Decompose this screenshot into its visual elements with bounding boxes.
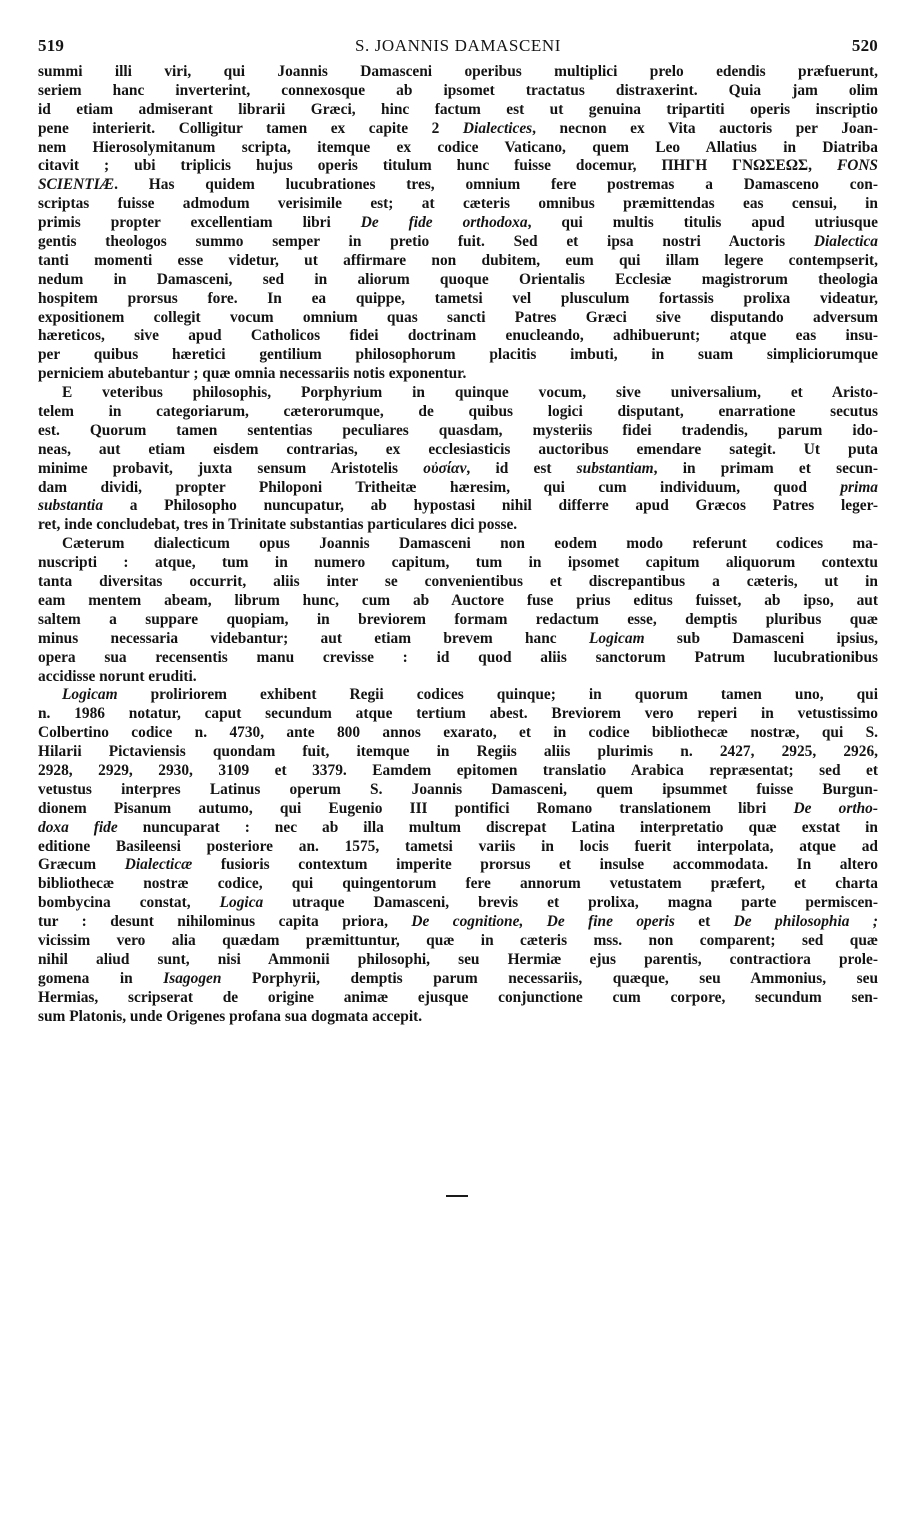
text-line <box>38 649 878 668</box>
italic-text: Logicam <box>588 629 645 647</box>
text-segment: saltem a suppare quopiam, in breviorem formam redactum esse, demptis pluribus quæ <box>38 610 878 628</box>
text-segment: pene interierit. Colligitur tamen ex capite 2 <box>38 119 463 137</box>
text-line <box>38 214 878 233</box>
text-segment: perniciem abutebantur ; quæ omnia necessariis notis exponentur. <box>38 365 467 383</box>
text-segment: id etiam admiserant librarii Græci, hinc factum est ut genuina tripartiti operis inscriptio <box>38 100 878 118</box>
text-segment: minus necessaria videbantur; aut etiam brevem hanc <box>38 629 589 647</box>
text-segment: summi illi viri, qui Joannis Damasceni operibus multiplici prelo edendis præfuerunt, <box>38 63 878 80</box>
italic-text: Logica <box>219 894 264 912</box>
text-segment: utraque Damasceni, brevis et prolixa, magna parte permiscen- <box>263 894 878 912</box>
text-segment: E veteribus philosophis, Porphyrium in quinque vocum, sive universalium, et Aristo- <box>62 384 878 402</box>
text-line <box>38 120 878 139</box>
text-line <box>38 346 878 365</box>
text-segment: nem Hierosolymitanum scripta, itemque ex codice Vaticano, quem Leo Allatius in Diatriba <box>38 138 878 156</box>
text-line <box>38 516 878 535</box>
text-segment: citavit ; ubi triplicis hujus operis titulum hunc fuisse docemur, ΠΗΓΗ ΓΝΩΣΕΩΣ, <box>38 157 837 175</box>
italic-text: De cognitione, De fine operis <box>411 913 675 931</box>
text-segment: dam dividi, propter Philoponi Tritheitæ hæresim, qui cum individuum, quod <box>38 478 841 496</box>
text-line <box>38 403 878 422</box>
page-number-left: 519 <box>38 36 65 55</box>
text-line <box>38 479 878 498</box>
text-segment: , necnon ex Vita auctoris per Joan- <box>532 119 878 137</box>
text-line <box>38 157 878 176</box>
italic-text: Dialectices <box>462 119 533 137</box>
running-title: S. JOANNIS DAMASCENI <box>354 36 562 55</box>
text-segment: , qui multis titulis apud utriusque <box>527 214 878 232</box>
text-line <box>38 309 878 328</box>
text-segment: gomena in <box>38 969 164 987</box>
text-line <box>38 441 878 460</box>
italic-text: De philosophia ; <box>733 913 879 931</box>
text-line <box>38 176 878 195</box>
text-segment: seriem hanc inverterint, connexosque ab ipsomet tractatus distraxerint. Quia jam olim <box>38 81 878 99</box>
text-segment: . Has quidem lucubrationes tres, omnium fere postremas a Damasceno con- <box>114 176 878 194</box>
text-segment: bibliothecæ nostræ codice, qui quingentorum fere annorum vetustatem præfert, et charta <box>38 875 878 893</box>
text-segment: nuscripti : atque, tum in numero capitum, tum in ipsomet capitum aliquorum contextu <box>38 554 878 572</box>
text-line <box>38 932 878 951</box>
text-line <box>38 875 878 894</box>
text-line <box>38 139 878 158</box>
text-segment: gentis theologos summo semper in pretio fuit. Sed et ipsa nostri Auctoris <box>38 233 814 251</box>
text-line <box>38 611 878 630</box>
text-segment: primis propter excellentiam libri <box>38 214 361 232</box>
text-segment: vicissim vero alia quædam præmittuntur, quæ in cæteris mss. non comparent; sed quæ <box>38 931 878 949</box>
text-line <box>38 497 878 516</box>
italic-text: Dialectica <box>813 233 878 251</box>
text-line <box>38 951 878 970</box>
text-segment: hospitem prorsus fore. In ea quippe, tametsi vel plusculum fortassis prolixa videatur, <box>38 289 878 307</box>
text-segment: a Philosopho nuncupatur, ab hypostasi nihil differre apud Græcos Patres leger- <box>103 497 878 515</box>
text-line <box>38 762 878 781</box>
text-segment: eam mentem abeam, librum hunc, cum ab Auctore fuse prius editus fuisset, ab ipso, aut <box>38 591 878 609</box>
italic-text: substantiam <box>576 459 654 477</box>
text-segment: vetustus interpres Latinus operum S. Joannis Damasceni, quem ipsummet fuisse Burgun- <box>38 780 878 798</box>
text-segment: nuncuparat : nec ab illa multum discrepat Latina interpretatio quæ exstat in <box>117 818 878 836</box>
italic-text: De ortho- <box>793 799 878 817</box>
text-segment: minime probavit, juxta sensum Aristotelis <box>38 459 424 477</box>
italic-text: Logicam <box>62 686 118 704</box>
text-line <box>38 913 878 932</box>
text-segment: tanti momenti esse videtur, ut affirmare non dubitem, eum qui illam legere contempserit, <box>38 251 878 269</box>
text-line <box>38 101 878 120</box>
text-line <box>38 970 878 989</box>
text-line <box>38 384 878 403</box>
text-segment: Porphyrii, demptis parum necessariis, quæque, seu Ammonius, seu <box>221 969 878 987</box>
text-segment: scriptas fuisse admodum verisimile est; at cæteris omnibus præmittendas eas censui, in <box>38 195 878 213</box>
text-segment: accidisse norunt eruditi. <box>38 667 197 685</box>
text-line <box>38 535 878 554</box>
text-line <box>38 252 878 271</box>
text-segment: sub Damasceni ipsius, <box>644 629 878 647</box>
text-segment: , id est <box>466 459 577 477</box>
text-segment: proliriorem exhibent Regii codices quinque; in quorum tamen uno, qui <box>117 686 878 704</box>
text-line <box>38 290 878 309</box>
text-line <box>38 705 878 724</box>
text-segment: bombycina constat, <box>38 894 220 912</box>
text-segment: editione Basileensi posteriore an. 1575, tametsi variis in locis fuerit interpolata, atque ad <box>38 837 878 855</box>
text-segment: Hilarii Pictaviensis quondam fuit, itemque in Regiis aliis plurimis n. 2427, 2925, 2926, <box>38 743 878 761</box>
text-segment: tur : desunt nihilominus capita priora, <box>38 913 412 931</box>
text-line <box>38 1008 878 1027</box>
italic-text: SCIENTIÆ <box>38 176 115 194</box>
text-line <box>38 195 878 214</box>
italic-text: Isagogen <box>163 969 222 987</box>
italic-text: FONS <box>836 157 878 175</box>
page-number-right: 520 <box>851 36 878 55</box>
text-line <box>38 686 878 705</box>
text-segment: dionem Pisanum autumo, qui Eugenio III pontifici Romano translationem libri <box>38 799 794 817</box>
text-segment: Cæterum dialecticum opus Joannis Damasceni non eodem modo referunt codices ma- <box>62 535 878 553</box>
text-line <box>38 233 878 252</box>
text-segment: opera sua recensentis manu crevisse : id quod aliis sanctorum Patrum lucubrationibus <box>38 648 878 666</box>
text-line <box>38 989 878 1008</box>
text-segment: sum Platonis, unde Origenes profana sua dogmata accepit. <box>38 1007 423 1025</box>
text-segment: 2928, 2929, 2930, 3109 et 3379. Eamdem epitomen translatio Arabica repræsentat; sed et <box>38 761 878 779</box>
text-line <box>38 63 878 82</box>
italic-text: prima <box>840 478 878 496</box>
text-segment: Græcum <box>38 856 125 874</box>
text-segment: n. 1986 notatur, caput secundum atque tertium abest. Breviorem vero reperi in vetustissimo <box>38 705 878 723</box>
text-line <box>38 894 878 913</box>
text-segment: Colbertino codice n. 4730, ante 800 annos exarato, et in codice bibliothecæ nostræ, qui S. <box>38 724 878 742</box>
page-header <box>38 36 878 58</box>
italic-text: doxa fide <box>38 818 118 836</box>
italic-text: De fide orthodoxa <box>360 214 528 232</box>
text-segment: nihil aliud sunt, nisi Ammonii philosophi, seu Hermiæ ejus parentis, contractiora prole- <box>38 950 878 968</box>
text-segment: nedum in Damasceni, sed in aliorum quoque Orientalis Ecclesiæ magistrorum theologia <box>38 270 878 288</box>
text-line <box>38 800 878 819</box>
text-segment: est. Quorum tamen sententias peculiares quasdam, mysteriis fidei tradendis, parum ido- <box>38 421 878 439</box>
text-segment: fusioris contextum imperite prorsus et insulse accommodata. In altero <box>192 856 878 874</box>
body-text <box>38 63 878 1026</box>
italic-text: substantia <box>38 497 104 515</box>
italic-text: Dialecticæ <box>124 856 193 874</box>
text-line <box>38 592 878 611</box>
text-segment: tanta diversitas occurrit, aliis inter se convenientibus et discrepantibus a cæteris, ut in <box>38 573 878 591</box>
text-segment: ret, inde concludebat, tres in Trinitate substantias particulares dici posse. <box>38 516 518 534</box>
text-segment: , in primam et secun- <box>653 459 878 477</box>
text-segment: per quibus hæretici gentilium philosophorum placitis imbuti, in suam simpliciorumque <box>38 346 878 364</box>
text-line <box>38 82 878 101</box>
text-line <box>38 668 878 687</box>
text-line <box>38 856 878 875</box>
text-segment: expositionem collegit vocum omnium quas sancti Patres Græci sive disputando adversum <box>38 308 878 326</box>
text-segment: neas, aut etiam eisdem contrarias, ex ecclesiasticis auctoribus emendare sategit. Ut puta <box>38 440 878 458</box>
text-line <box>38 460 878 479</box>
text-line <box>38 422 878 441</box>
text-line <box>38 724 878 743</box>
text-line <box>38 743 878 762</box>
text-segment: Hermias, scripserat de origine animæ ejusque conjunctione cum corpore, secundum sen- <box>38 988 878 1006</box>
text-line <box>38 630 878 649</box>
text-line <box>38 838 878 857</box>
text-line <box>38 365 878 384</box>
text-segment: hæreticos, sive apud Catholicos fidei doctrinam enucleando, adhibuerunt; atque eas insu- <box>38 327 878 345</box>
text-line <box>38 819 878 838</box>
text-line <box>38 271 878 290</box>
separator-dash <box>446 1195 468 1197</box>
italic-text: οὐσίαν <box>423 459 467 477</box>
text-segment: telem in categoriarum, cæterorumque, de quibus logici disputant, enarratione secutus <box>38 403 878 421</box>
text-line <box>38 554 878 573</box>
text-line <box>38 327 878 346</box>
text-line <box>38 573 878 592</box>
text-segment: et <box>674 913 734 931</box>
text-line <box>38 781 878 800</box>
